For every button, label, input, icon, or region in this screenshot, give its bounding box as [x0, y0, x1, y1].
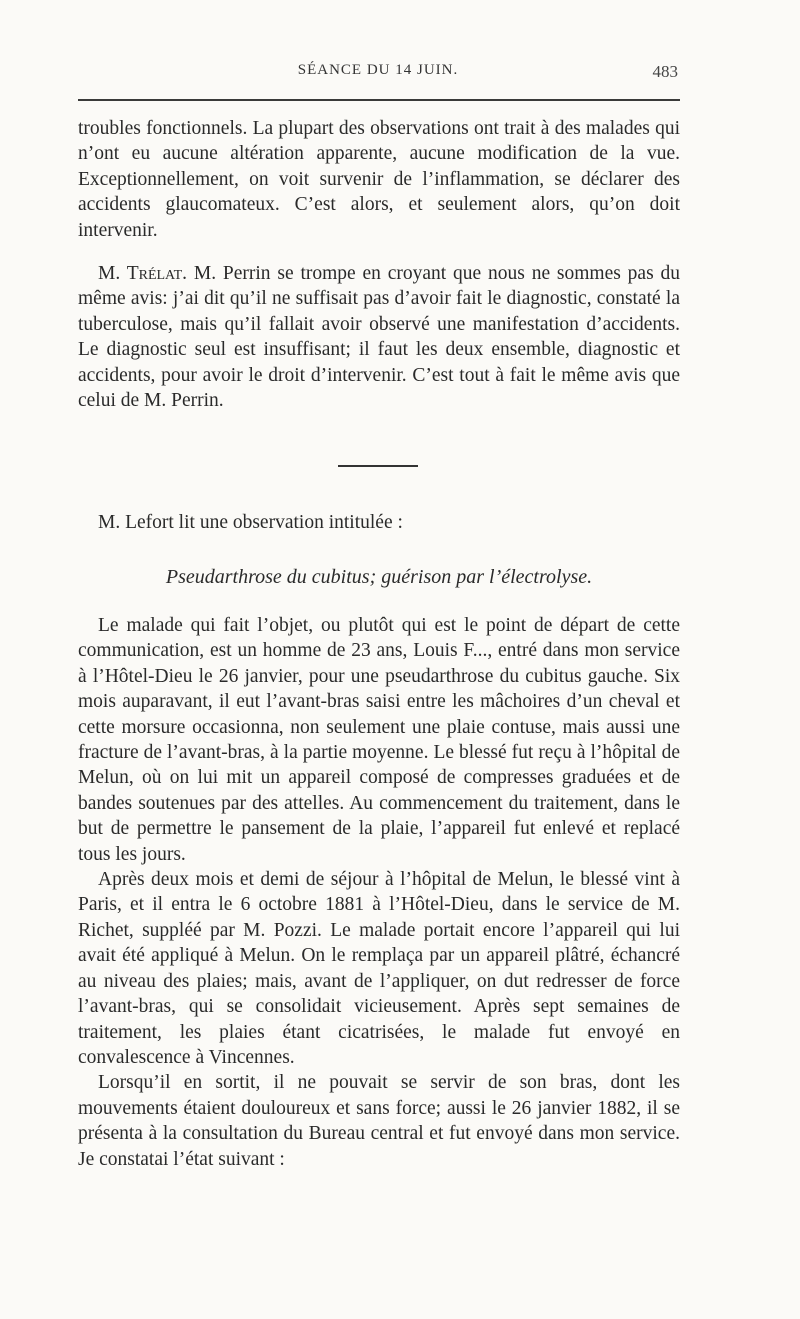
intro-text: M. Lefort lit une observation intitulée :: [98, 512, 403, 533]
intro-line: [78, 510, 680, 535]
paragraph-text: M. Perrin se trompe en croyant que nous ne sommes pas du même avis: j’ai dit qu’il ne suffisait pas d’avoir fait le diagnostic, constaté la tuberculose, mais qu’il fallait avoir observé une manifestation d’accidents. Le diagnostic seul est insuffisant; il faut les deux ensemble, diagnostic et accidents, pour avoir le droit d’intervenir. C’est tout à fait le même avis que celui de M. Perrin.: [78, 263, 680, 412]
body-paragraph-2: Après deux mois et demi de séjour à l’hôpital de Melun, le blessé vint à Paris, et il entra le 6 octobre 1881 à l’Hôtel-Dieu, dans le service de M. Richet, suppléé par M. Pozzi. Le malade portait encore l’appareil qui lui avait été appliqué à Melun. On le remplaça par un appareil plâtré, échancré au niveau des plaies; mais, avant de l’appliquer, on dut redresser de force l’avant-bras, qui se consolidait vicieusement. Après sept semaines de traitement, les plaies étant cicatrisées, le malade fut envoyé en convalescence à Vincennes.: [78, 869, 680, 1068]
section-title: Pseudarthrose du cubitus; guérison par l’électrolyse.: [165, 566, 593, 588]
section-separator: [338, 465, 418, 467]
header-rule: [78, 99, 680, 101]
page-number: 483: [652, 62, 678, 81]
paragraph-text: troubles fonctionnels. La plupart des observations ont trait à des malades qui n’ont eu aucune altération apparente, aucune modification de la vue. Exceptionnellement, on voit survenir de l’inflammation, se déclarer des accidents glaucomateux. C’est alors, et seulement alors, qu’on doit intervenir.: [78, 118, 680, 241]
speaker-name: M. Trélat.: [98, 263, 188, 284]
paragraph-continuation: [78, 116, 680, 243]
body-paragraph-1: Le malade qui fait l’objet, ou plutôt qui est le point de départ de cette communication, est un homme de 23 ans, Louis F..., entré dans mon service à l’Hôtel-Dieu le 26 janvier, pour une pseudarthrose du cubitus gauche. Six mois auparavant, il eut l’avant-bras saisi entre les mâchoires d’un cheval et cette morsure occasionna, non seulement une plaie contuse, mais aussi une fracture de l’avant-bras, à la partie moyenne. Le blessé fut reçu à l’hôpital de Melun, où on lui mit un appareil composé de compresses graduées et de bandes soutenues par des attelles. Au commencement du traitement, dans le but de permettre le pansement de la plaie, l’appareil fut enlevé et replacé tous les jours.: [78, 615, 680, 865]
body-text: [78, 613, 680, 1172]
paragraph-trelat: [78, 261, 680, 413]
running-head: [78, 62, 678, 86]
body-paragraph-3: Lorsqu’il en sortit, il ne pouvait se servir de son bras, dont les mouvements étaient douloureux et sans force; aussi le 26 janvier 1882, il se présenta à la consultation du Bureau central et fut envoyé dans mon service. Je constatai l’état suivant :: [78, 1072, 680, 1170]
running-title: SÉANCE DU 14 JUIN.: [297, 62, 459, 78]
